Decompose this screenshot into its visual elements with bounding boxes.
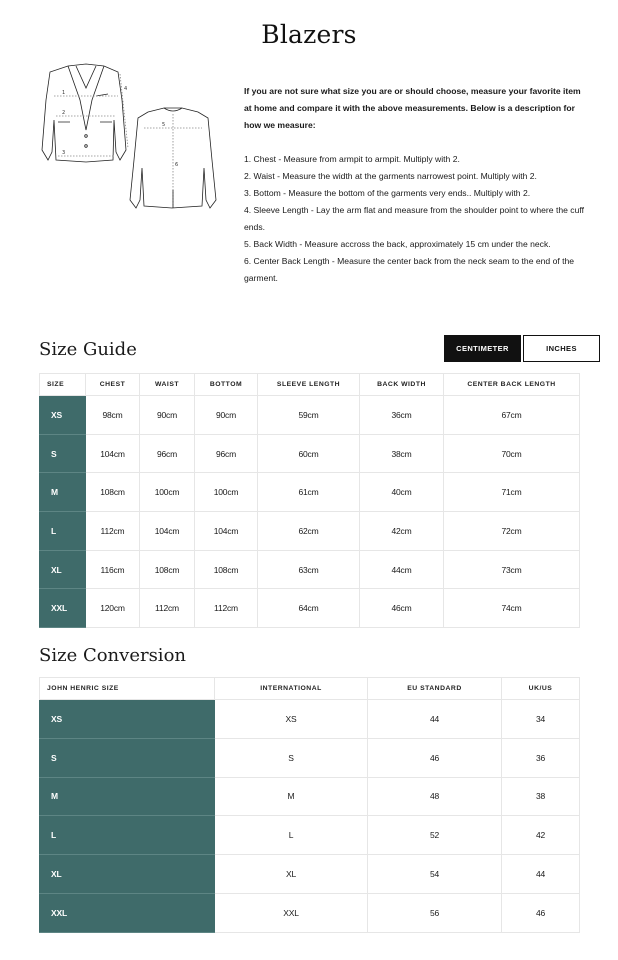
table-cell: 62cm	[258, 512, 360, 551]
size-cell: XS	[40, 700, 215, 739]
table-cell: 44cm	[360, 550, 444, 589]
size-cell: XL	[40, 550, 86, 589]
col-header-bottom: BOTTOM	[195, 374, 258, 396]
table-cell: 90cm	[195, 396, 258, 435]
table-cell: 104cm	[195, 512, 258, 551]
table-cell: M	[215, 777, 368, 816]
size-cell: M	[40, 473, 86, 512]
table-cell: 36	[502, 738, 580, 777]
table-row	[40, 589, 580, 628]
measuring-instructions	[244, 83, 589, 287]
table-cell: 44	[368, 700, 502, 739]
table-cell: 72cm	[444, 512, 580, 551]
table-cell: 104cm	[86, 434, 140, 473]
size-cell: XXL	[40, 893, 215, 932]
table-cell: 73cm	[444, 550, 580, 589]
blazer-back-drawing	[130, 108, 216, 208]
blazer-measurement-illustration	[36, 60, 218, 210]
step-chest: 1. Chest - Measure from armpit to armpit. Multiply with 2.	[244, 154, 460, 164]
size-cell: M	[40, 777, 215, 816]
table-cell: 104cm	[140, 512, 195, 551]
table-cell: 46	[502, 893, 580, 932]
table-cell: 42	[502, 816, 580, 855]
table-cell: 108cm	[140, 550, 195, 589]
col-header-international: INTERNATIONAL	[215, 678, 368, 700]
size-conversion-table	[39, 677, 580, 933]
table-cell: 96cm	[140, 434, 195, 473]
table-cell: 112cm	[86, 512, 140, 551]
col-header-sleeve-length: SLEEVE LENGTH	[258, 374, 360, 396]
marker-4: 4	[124, 86, 128, 92]
table-cell: 67cm	[444, 396, 580, 435]
size-cell: XS	[40, 396, 86, 435]
marker-2: 2	[62, 110, 66, 116]
col-header-uk-us: UK/US	[502, 678, 580, 700]
table-cell: 98cm	[86, 396, 140, 435]
size-cell: L	[40, 512, 86, 551]
col-header-john-henric-size: JOHN HENRIC SIZE	[40, 678, 215, 700]
unit-toggle	[444, 335, 600, 362]
size-conversion-heading: Size Conversion	[39, 645, 186, 666]
table-row	[40, 434, 580, 473]
table-row	[40, 893, 580, 932]
table-cell: 63cm	[258, 550, 360, 589]
col-header-size: SIZE	[40, 374, 86, 396]
table-row	[40, 855, 580, 894]
col-header-center-back-length: CENTER BACK LENGTH	[444, 374, 580, 396]
marker-6: 6	[175, 162, 179, 168]
table-cell: 90cm	[140, 396, 195, 435]
table-cell: 70cm	[444, 434, 580, 473]
size-guide-table	[39, 373, 580, 628]
table-cell: 116cm	[86, 550, 140, 589]
instructions-steps	[244, 151, 589, 287]
table-row	[40, 700, 580, 739]
col-header-waist: WAIST	[140, 374, 195, 396]
size-guide-heading: Size Guide	[39, 339, 137, 360]
table-cell: 120cm	[86, 589, 140, 628]
step-back-width: 5. Back Width - Measure accross the back, approximately 15 cm under the neck.	[244, 239, 551, 249]
size-cell: S	[40, 738, 215, 777]
table-row	[40, 777, 580, 816]
table-row	[40, 738, 580, 777]
table-cell: 108cm	[86, 473, 140, 512]
table-cell: 38cm	[360, 434, 444, 473]
marker-5: 5	[162, 122, 166, 128]
table-cell: 48	[368, 777, 502, 816]
size-cell: S	[40, 434, 86, 473]
table-cell: 34	[502, 700, 580, 739]
table-header-row	[40, 374, 580, 396]
marker-3: 3	[62, 150, 66, 156]
table-cell: XS	[215, 700, 368, 739]
table-cell: 112cm	[195, 589, 258, 628]
blazer-front-drawing	[42, 64, 128, 162]
table-cell: 74cm	[444, 589, 580, 628]
table-cell: 38	[502, 777, 580, 816]
table-cell: 100cm	[140, 473, 195, 512]
table-cell: 64cm	[258, 589, 360, 628]
table-cell: 44	[502, 855, 580, 894]
table-cell: 40cm	[360, 473, 444, 512]
size-cell: L	[40, 816, 215, 855]
size-cell: XL	[40, 855, 215, 894]
size-cell: XXL	[40, 589, 86, 628]
table-cell: 96cm	[195, 434, 258, 473]
step-waist: 2. Waist - Measure the width at the garments narrowest point. Multiply with 2.	[244, 171, 537, 181]
table-cell: 42cm	[360, 512, 444, 551]
instructions-lead: If you are not sure what size you are or should choose, measure your favorite item at home and compare it with the above measurements. Below is a description for how we measure:	[244, 86, 581, 130]
table-cell: L	[215, 816, 368, 855]
table-cell: 46cm	[360, 589, 444, 628]
step-bottom: 3. Bottom - Measure the bottom of the garments very ends.. Multiply with 2.	[244, 188, 531, 198]
table-cell: 108cm	[195, 550, 258, 589]
table-cell: 71cm	[444, 473, 580, 512]
table-cell: XXL	[215, 893, 368, 932]
table-row	[40, 473, 580, 512]
table-cell: 54	[368, 855, 502, 894]
table-row	[40, 816, 580, 855]
table-cell: 52	[368, 816, 502, 855]
col-header-back-width: BACK WIDTH	[360, 374, 444, 396]
col-header-eu-standard: EU STANDARD	[368, 678, 502, 700]
table-cell: 61cm	[258, 473, 360, 512]
table-cell: 100cm	[195, 473, 258, 512]
table-cell: S	[215, 738, 368, 777]
table-cell: 36cm	[360, 396, 444, 435]
col-header-chest: CHEST	[86, 374, 140, 396]
table-cell: 56	[368, 893, 502, 932]
inches-button[interactable]: INCHES	[523, 335, 600, 362]
table-cell: XL	[215, 855, 368, 894]
table-cell: 59cm	[258, 396, 360, 435]
table-cell: 46	[368, 738, 502, 777]
page-title: Blazers	[261, 20, 357, 49]
centimeter-button[interactable]: CENTIMETER	[444, 335, 521, 362]
table-row	[40, 550, 580, 589]
step-center-back-length: 6. Center Back Length - Measure the center back from the neck seam to the end of the garment.	[244, 256, 575, 283]
table-cell: 60cm	[258, 434, 360, 473]
step-sleeve-length: 4. Sleeve Length - Lay the arm flat and measure from the shoulder point to where the cuff ends.	[244, 205, 584, 232]
table-header-row	[40, 678, 580, 700]
table-cell: 112cm	[140, 589, 195, 628]
table-row	[40, 512, 580, 551]
table-row	[40, 396, 580, 435]
marker-1: 1	[62, 90, 66, 96]
